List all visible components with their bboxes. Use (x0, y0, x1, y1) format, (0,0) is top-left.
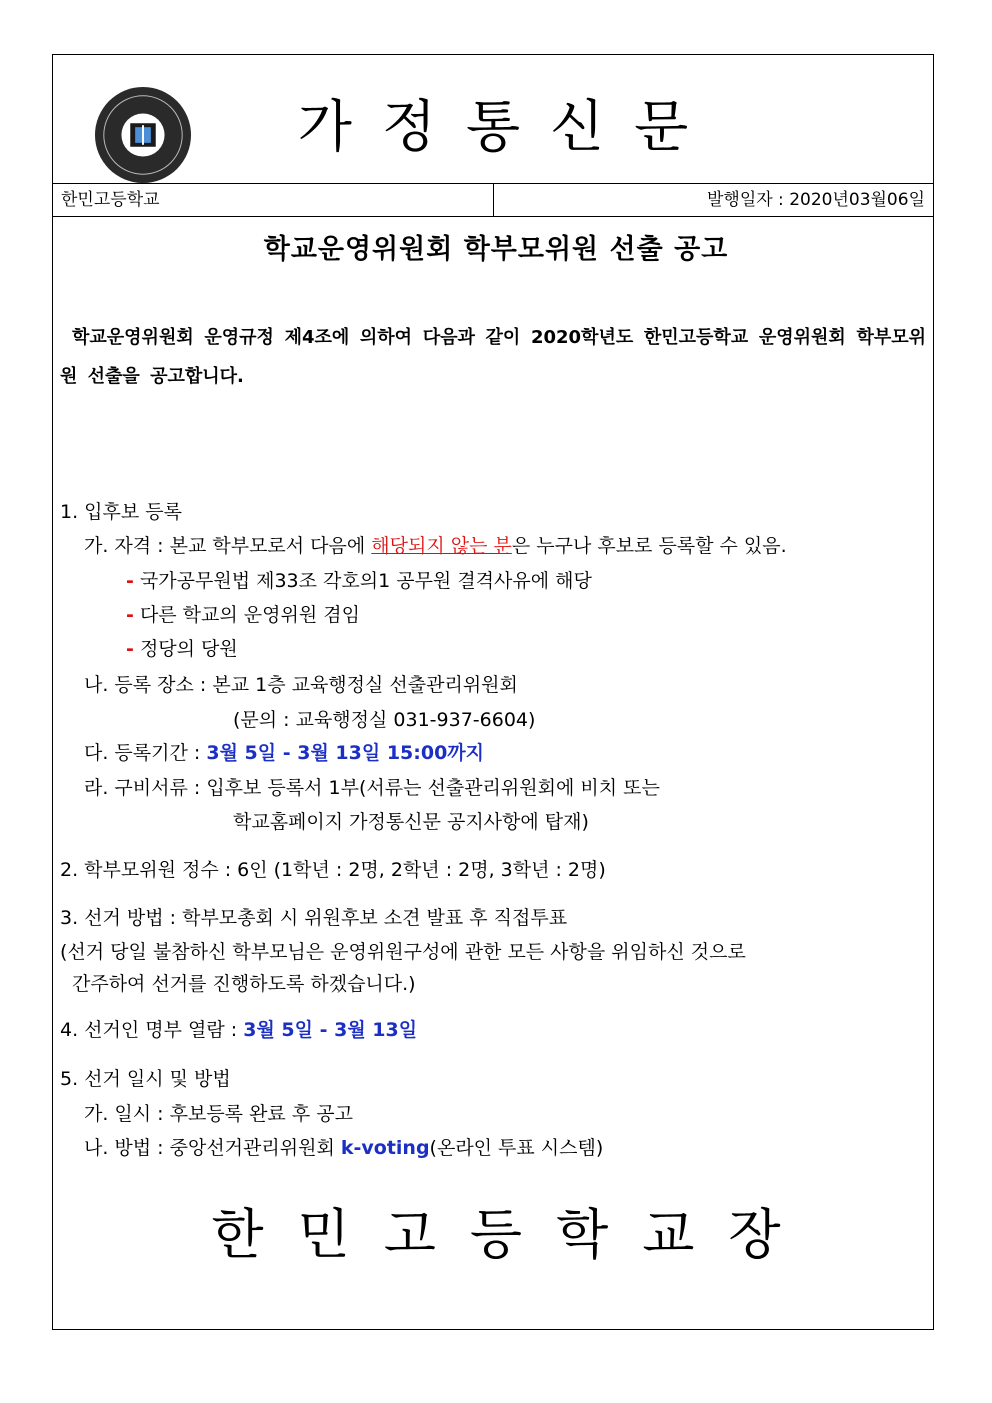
intro-paragraph: 학교운영위원회 운영규정 제4조에 의하여 다음과 같이 2020학년도 한민고등학교 운영위원회 학부모위원 선출을 공고합니다. (60, 327, 926, 387)
bullet-text: 국가공무원법 제33조 각호의1 공무원 결격사유에 해당 (139, 570, 592, 592)
info-row (53, 184, 933, 217)
bullet-text: 정당의 당원 (139, 638, 238, 660)
section-3: 3. 선거 방법 : 학부모총회 시 위원후보 소견 발표 후 직접투표 (60, 907, 568, 929)
roster-period: 3월 5일 - 3월 13일 (243, 1019, 418, 1041)
section-3-note: (선거 당일 불참하신 학부모님은 운영위원구성에 관한 모든 사항을 위임하신 것으로 (60, 941, 746, 963)
principal-signature: 한민고등학교장 (211, 1203, 815, 1266)
ga-prefix: 가. 자격 : 본교 학부모로서 다음에 (84, 535, 372, 557)
registration-period: 3월 5일 - 3월 13일 15:00까지 (206, 742, 485, 764)
section-5-na (84, 1133, 603, 1160)
section-1-ga (84, 531, 787, 558)
section-1-ra-cont: 학교홈페이지 가정통신문 공지사항에 탑재) (233, 811, 589, 833)
bullet-item (126, 600, 360, 627)
da-label: 다. 등록기간 : (84, 742, 207, 764)
bullet-item (126, 634, 238, 661)
contact-info: (문의 : 교육행정실 031-937-6604) (233, 709, 536, 731)
ga-suffix: 은 누구나 후보로 등록할 수 있음. (511, 535, 787, 557)
section-4-label: 4. 선거인 명부 열람 : (60, 1019, 244, 1041)
section-4 (60, 1015, 417, 1042)
notice-title: 학교운영위원회 학부모위원 선출 공고 (263, 234, 729, 265)
dash-marker: - (126, 638, 134, 660)
na-suffix: (온라인 투표 시스템) (429, 1137, 604, 1159)
k-voting-text: k-voting (340, 1137, 430, 1159)
ga-highlight: 해당되지 않는 분 (371, 535, 512, 557)
dash-marker: - (126, 570, 134, 592)
section-1-da (84, 738, 484, 765)
document-title: 가정통신문 (297, 95, 719, 160)
bullet-text: 다른 학교의 운영위원 겸임 (139, 604, 360, 626)
header-row (53, 55, 933, 184)
bullet-item (126, 566, 592, 593)
section-2: 2. 학부모위원 정수 : 6인 (1학년 : 2명, 2학년 : 2명, 3학년 : 2명) (60, 859, 606, 881)
section-5-ga: 가. 일시 : 후보등록 완료 후 공고 (84, 1103, 353, 1125)
section-3-note-cont: 간주하여 선거를 진행하도록 하겠습니다.) (72, 973, 416, 995)
section-1-na: 나. 등록 장소 : 본교 1층 교육행정실 선출관리위원회 (84, 674, 518, 696)
school-name: 한민고등학교 (53, 184, 494, 216)
section-1-heading: 1. 입후보 등록 (60, 501, 182, 523)
issue-date: 발행일자 : 2020년03월06일 (706, 190, 925, 210)
section-1-ra: 라. 구비서류 : 입후보 등록서 1부(서류는 선출관리위원회에 비치 또는 (84, 777, 660, 799)
na-prefix: 나. 방법 : 중앙선거관리위원회 (84, 1137, 341, 1159)
section-5-heading: 5. 선거 일시 및 방법 (60, 1068, 231, 1090)
dash-marker: - (126, 604, 134, 626)
